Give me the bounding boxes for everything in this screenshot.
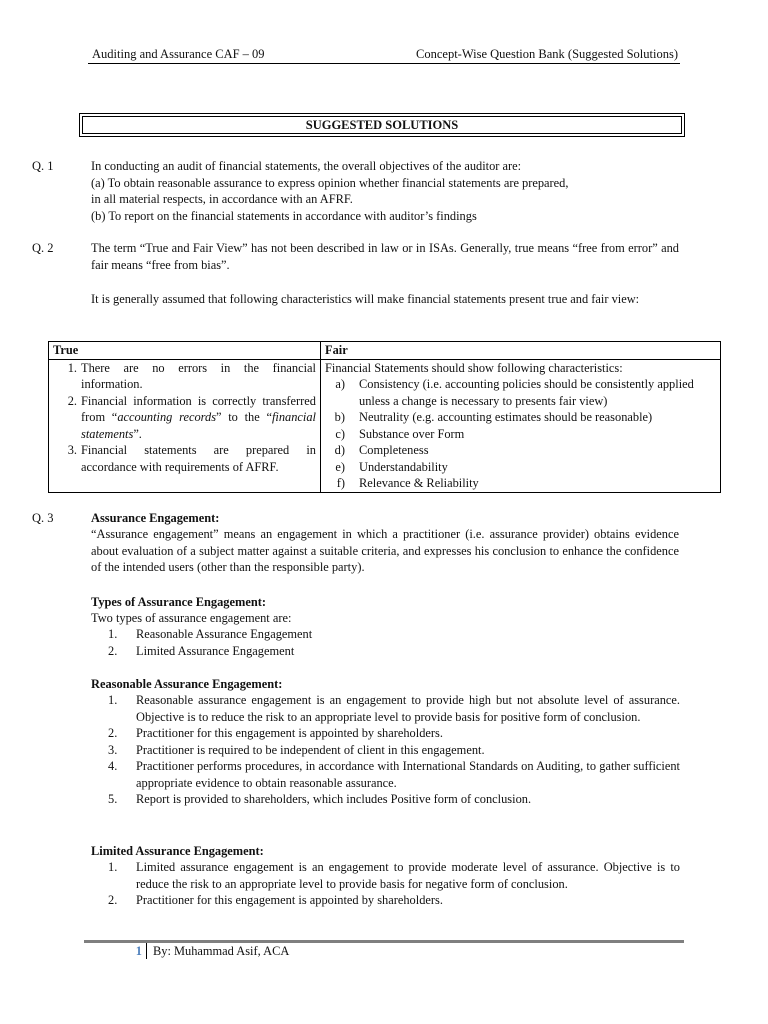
list-text: Practitioner is required to be independent of client in this engagement. xyxy=(136,742,485,757)
true-fair-table xyxy=(48,341,721,493)
list-item xyxy=(53,360,316,393)
q2-paragraph-2: It is generally assumed that following characteristics will make financial statements present true and fair view: xyxy=(91,292,640,306)
list-text: Report is provided to shareholders, which includes Positive form of conclusion. xyxy=(136,792,532,806)
q3-heading: Assurance Engagement: xyxy=(91,511,220,525)
true-list xyxy=(53,360,316,476)
q1-line: (b) To report on the financial statements in accordance with auditor’s findings xyxy=(91,208,477,223)
list-item xyxy=(108,725,680,742)
list-number: 5. xyxy=(108,792,118,806)
fair-intro: Financial Statements should show following characteristics: xyxy=(325,360,623,375)
q1-line: In conducting an audit of financial statements, the overall objectives of the auditor are: xyxy=(91,159,522,173)
list-text: Completeness xyxy=(359,443,429,457)
types-heading: Types of Assurance Engagement: xyxy=(91,595,266,609)
list-item xyxy=(108,859,680,892)
types-list xyxy=(108,626,680,659)
list-item xyxy=(108,643,680,660)
list-item xyxy=(325,459,716,476)
list-item xyxy=(325,426,716,443)
text-part: ”. xyxy=(133,426,142,441)
list-number: 1. xyxy=(108,860,118,874)
list-number: 2. xyxy=(108,893,118,907)
list-item xyxy=(108,742,680,759)
list-item xyxy=(325,442,716,459)
q2-number: Q. 2 xyxy=(32,241,54,255)
q1-line: in all material respects, in accordance with an AFRF. xyxy=(91,192,353,206)
list-item xyxy=(108,758,680,791)
list-text: Reasonable Assurance Engagement xyxy=(136,627,313,641)
list-number: d) xyxy=(334,443,345,457)
list-number: 3. xyxy=(108,742,118,757)
list-text: Reasonable assurance engagement is an engagement to provide high but not absolute level of assurance. Objective is to reduce the risk to an appropriate level to provide basis for positive form of conclusion. xyxy=(136,693,680,724)
text-part: Financial information is correctly transferred from “ xyxy=(81,393,316,424)
list-text: There are no errors in the financial information. xyxy=(81,360,316,391)
page-title: SUGGESTED SOLUTIONS xyxy=(82,116,682,134)
emphasis-text: accounting records xyxy=(117,410,217,424)
list-number: c) xyxy=(335,426,345,441)
list-text: Limited assurance engagement is an engagement to provide moderate level of assurance. Objective is to reduce the risk to an appropriate level to provide basis for negative form of conclusion. xyxy=(136,860,680,891)
list-text: Financial statements are prepared in accordance with requirements of AFRF. xyxy=(81,443,316,474)
limited-list xyxy=(108,859,680,909)
list-text: Practitioner for this engagement is appointed by shareholders. xyxy=(136,726,443,740)
table-body-row xyxy=(49,359,721,492)
true-column-cell xyxy=(49,359,321,492)
list-number: 2. xyxy=(108,643,118,658)
list-number: 3. xyxy=(67,443,77,457)
limited-heading: Limited Assurance Engagement: xyxy=(91,844,264,858)
list-number: 1. xyxy=(108,693,118,707)
list-item xyxy=(108,791,680,808)
q2-paragraph-1: The term “True and Fair View” has not been described in law or in ISAs. Generally, true means “free from error” and fair means “free from bias”. xyxy=(91,241,679,272)
list-text: Consistency (i.e. accounting policies should be consistently applied unless a change is necessary to presents fair view) xyxy=(359,377,694,408)
header-rule xyxy=(88,63,680,64)
list-number: b) xyxy=(334,410,345,424)
list-number: 4. xyxy=(108,759,118,773)
list-item xyxy=(325,376,716,409)
reasonable-list xyxy=(108,692,680,808)
list-text: Practitioner performs procedures, in accordance with International Standards on Auditing, to gather sufficient appropriate evidence to obtain reasonable assurance. xyxy=(136,759,680,790)
list-text: Limited Assurance Engagement xyxy=(136,643,295,658)
list-number: 1. xyxy=(108,627,118,641)
text-part: ” to the “ xyxy=(216,410,272,424)
list-number: 2. xyxy=(108,726,118,740)
page-number: 1 xyxy=(135,944,142,958)
list-number: 1. xyxy=(67,360,77,375)
list-number: 2. xyxy=(67,393,77,408)
list-number: e) xyxy=(335,459,345,474)
table-header-row xyxy=(49,342,721,360)
list-item xyxy=(108,892,680,909)
fair-column-header: Fair xyxy=(321,342,721,360)
footer-divider xyxy=(146,943,147,959)
list-text: Substance over Form xyxy=(359,426,465,441)
title-box xyxy=(79,113,685,137)
list-text: Relevance & Reliability xyxy=(359,476,479,490)
list-text: Practitioner for this engagement is appointed by shareholders. xyxy=(136,893,443,907)
list-text xyxy=(81,393,316,443)
fair-column-cell xyxy=(321,359,721,492)
q1-number: Q. 1 xyxy=(32,159,54,173)
list-number: a) xyxy=(335,377,345,391)
fair-list xyxy=(325,376,716,492)
list-item xyxy=(325,409,716,426)
q1-body xyxy=(91,158,679,224)
q3-definition: “Assurance engagement” means an engagement in which a practitioner (i.e. assurance provider) obtains evidence about evaluation of a subject matter against a suitable criteria, and expresses his conclusion to enhance the confidence of the intended users (other than the responsible party). xyxy=(91,527,679,574)
list-text: Neutrality (e.g. accounting estimates should be reasonable) xyxy=(359,410,653,424)
header-left: Auditing and Assurance CAF – 09 xyxy=(92,47,265,61)
q3-number: Q. 3 xyxy=(32,511,54,525)
list-item xyxy=(53,442,316,475)
types-intro: Two types of assurance engagement are: xyxy=(91,611,292,625)
footer-author: By: Muhammad Asif, ACA xyxy=(153,944,290,958)
header-right: Concept-Wise Question Bank (Suggested Solutions) xyxy=(416,47,678,61)
list-text: Understandability xyxy=(359,459,448,474)
list-item xyxy=(108,692,680,725)
list-item xyxy=(325,475,716,492)
list-number: f) xyxy=(336,476,345,490)
true-column-header: True xyxy=(49,342,321,360)
reasonable-heading: Reasonable Assurance Engagement: xyxy=(91,677,283,691)
list-item xyxy=(108,626,680,643)
q1-line: (a) To obtain reasonable assurance to express opinion whether financial statements are prepared, xyxy=(91,175,569,190)
list-item xyxy=(53,393,316,443)
emphasis-text: financial statements xyxy=(81,410,317,441)
